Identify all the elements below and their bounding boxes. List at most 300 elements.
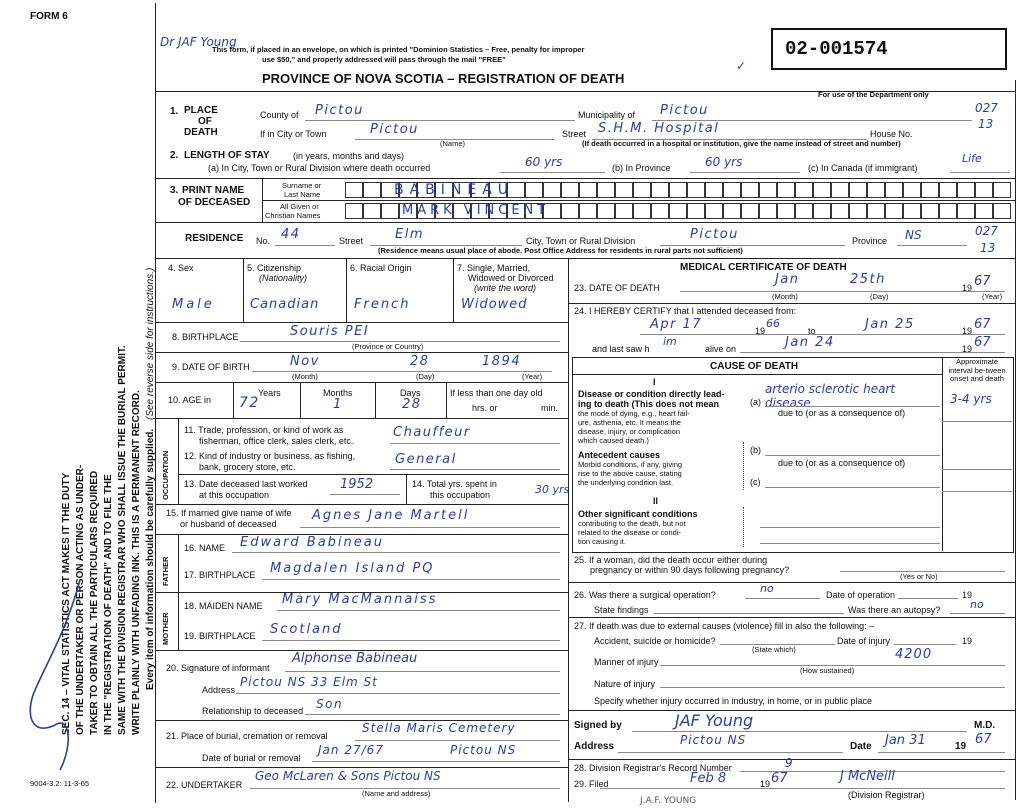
q27-bottom-rule	[568, 710, 1015, 711]
letter-box	[849, 182, 867, 198]
hrs-label: hrs. or	[472, 403, 498, 413]
dod-day: 25th	[850, 272, 886, 287]
citizenship-label-2: (Nationality)	[259, 273, 308, 283]
residence-city-label: City, Town or Rural Division	[526, 236, 636, 246]
disease-label-5: disease, injury, or complication	[578, 427, 680, 436]
interval-a-rule	[942, 421, 1012, 422]
side-instruction-7: (See reverse side for instructions.)	[145, 267, 156, 420]
q28-label: 28. Division Registrar's Record Number	[574, 763, 732, 773]
burial-place-value: Stella Maris Cemetery	[362, 721, 516, 735]
mother-birthplace-value: Scotland	[270, 622, 343, 637]
q29-value: Feb 8	[690, 771, 727, 786]
side-instruction-5: SAME WITH THE DIVISION REGISTRAR WHO SHALL ISSUE THE BURIAL PERMIT.	[117, 345, 128, 735]
residence-city-value: Pictou	[690, 227, 739, 242]
burial-date-value: Jan 27/67	[318, 743, 384, 757]
alive-line	[740, 352, 1005, 353]
undertaker-label: 22. UNDERTAKER	[166, 780, 243, 790]
medical-divider	[568, 258, 569, 802]
informant-sig-line	[285, 671, 560, 672]
occ14-value: 30 yrs	[535, 483, 570, 496]
undertaker-note: (Name and address)	[362, 789, 431, 798]
alive-date: Jan 24	[785, 335, 835, 350]
stay-num: 2.	[170, 150, 179, 161]
place-label-2: OF	[198, 116, 212, 127]
signed-by-value: JAF Young	[675, 711, 754, 730]
name-note: (Name)	[440, 139, 466, 148]
certify-label: 24. I HEREBY CERTIFY that I attended deceased from:	[574, 306, 797, 316]
q29-line	[600, 788, 1005, 789]
certify-to-yr: 67	[974, 317, 991, 332]
marital-label-3: (write the word)	[474, 283, 537, 293]
manner-label: Manner of injury	[594, 657, 659, 667]
occ13-label-1: 13. Date deceased last worked	[184, 479, 308, 489]
q26-bottom-rule	[568, 617, 1015, 618]
relationship-value: Son	[316, 697, 344, 711]
name-mid-rule	[262, 200, 1015, 201]
other-label-2: related to the disease or condi-	[578, 528, 681, 537]
dob-month: Nov	[290, 354, 320, 369]
registrar-signature: J McNeill	[840, 769, 895, 784]
city-value: Pictou	[370, 122, 419, 137]
house-no-label: House No.	[870, 129, 913, 139]
name-top-rule	[155, 178, 1015, 179]
alive-label: and last saw h	[592, 344, 650, 354]
injury-yr-prefix: 19	[962, 636, 973, 646]
dod-year-prefix: 19	[962, 283, 973, 293]
sign-date-yr-prefix: 19	[955, 741, 967, 752]
q29-yr: 67	[771, 771, 788, 786]
occ13-14-div	[406, 474, 407, 504]
racial-origin-value: French	[354, 297, 411, 312]
occ-row-rule	[178, 474, 568, 475]
informant-sig-label: 20. Signature of informant	[166, 663, 270, 673]
disease-label-3: the mode of dying, e.g., heart fail-	[578, 409, 690, 418]
burial-place-label: 21. Place of burial, cremation or removal	[166, 731, 328, 741]
dob-year-note: (Year)	[522, 372, 543, 381]
address-label: Address	[574, 741, 615, 752]
antecedent-label-1: Morbid conditions, if any, giving	[578, 460, 683, 469]
disease-label-2: ing to death (This does not mean	[578, 399, 720, 409]
row8-bottom-rule	[155, 352, 568, 353]
letter-box	[885, 182, 903, 198]
letter-box	[651, 182, 669, 198]
letter-box	[363, 203, 381, 219]
q25-label-1: 25. If a woman, did the death occur either during	[574, 555, 768, 565]
name-label-2: OF DECEASED	[178, 197, 251, 208]
injury-date-label: Date of injury	[837, 636, 891, 646]
sign-date-yr: 67	[975, 732, 992, 747]
letter-box	[777, 182, 795, 198]
injury-date-line	[894, 644, 956, 645]
letter-box	[777, 203, 795, 219]
name-bottom-rule	[155, 222, 1015, 223]
occ13-line	[330, 494, 400, 495]
row4-top-rule	[155, 258, 1015, 259]
spouse-label-2: or husband of deceased	[180, 519, 277, 529]
q26-line	[745, 598, 820, 599]
q25-note: (Yes or No)	[900, 572, 938, 581]
letter-box	[597, 182, 615, 198]
letter-box	[705, 203, 723, 219]
q25-bottom-rule	[568, 582, 1015, 583]
occupation-side-label: OCCUPATION	[161, 450, 170, 500]
registrar-note: (Division Registrar)	[848, 790, 925, 800]
birthplace-value: Souris PEI	[290, 324, 370, 339]
q28-value: 9	[785, 756, 793, 770]
dod-day-note: (Day)	[870, 292, 889, 301]
stay-a-label: (a) In City, Town or Rural Division where death occurred	[208, 163, 431, 173]
alive-yr-prefix: 19	[962, 344, 973, 354]
dod-label: 23. DATE OF DEATH	[574, 283, 660, 293]
age-years-value: 72	[239, 395, 260, 411]
age-label: 10. AGE in	[168, 395, 212, 405]
mother-birthplace-label: 19. BIRTHPLACE	[184, 631, 256, 641]
mother-side-div	[178, 592, 179, 650]
q29-yr-prefix: 19	[760, 779, 771, 789]
occ13-label-2: at this occupation	[199, 490, 270, 500]
mother-maiden-value: Mary MacMannaiss	[282, 592, 438, 607]
residence-note: (Residence means usual place of abode. Post Office Address for residents in rural parts not sufficient)	[378, 246, 743, 255]
certify-to: Jan 25	[865, 317, 915, 332]
informant-address-label: Address	[202, 685, 236, 695]
state-findings-label: State findings	[594, 605, 649, 615]
injury-place-label: Specify whether injury occurred in industry, in home, or in public place	[594, 696, 872, 706]
row10-bottom-rule	[155, 418, 568, 419]
street-label: Street	[562, 129, 587, 139]
state-findings-line	[654, 613, 844, 614]
age-div2	[300, 382, 301, 418]
father-side-div	[178, 534, 179, 592]
letter-box	[579, 182, 597, 198]
citizenship-value: Canadian	[250, 297, 320, 312]
side-instruction-3: TAKER TO OBTAIN ALL THE PARTICULARS REQUIRED	[89, 470, 100, 735]
handwritten-doctor-name: Dr JAF Young	[160, 35, 237, 49]
informant-sig-value: Alphonse Babineau	[292, 651, 418, 666]
dod-year: 67	[974, 274, 991, 289]
medical-title: MEDICAL CERTIFICATE OF DEATH	[680, 262, 847, 273]
spouse-label-1: 15. If married give name of wife	[166, 508, 292, 518]
md-label: M.D.	[974, 720, 996, 731]
antecedent-label-2: rise to the above cause, stating	[578, 469, 682, 478]
letter-box	[867, 182, 885, 198]
relationship-label: Relationship to deceased	[202, 706, 304, 716]
marital-label-1: 7. Single, Married,	[457, 263, 531, 273]
interval-label: Approximate interval be-tween onset and death	[948, 357, 1006, 384]
city-label: If in City or Town	[260, 129, 327, 139]
residence-street-value: Elm	[395, 227, 424, 242]
birthplace-note: (Province or Country)	[352, 342, 424, 351]
certify-to-yr-prefix: 19	[962, 326, 973, 336]
letter-box	[939, 182, 957, 198]
q29-label: 29. Filed	[574, 779, 609, 789]
stay-b-line	[690, 172, 800, 173]
occ11-label-1: 11. Trade, profession, or kind of work as	[184, 425, 344, 435]
row4-div1	[243, 258, 244, 322]
form-number: FORM 6	[30, 11, 68, 22]
letter-box	[957, 203, 975, 219]
letter-box	[867, 203, 885, 219]
cause-a-mark: (a)	[750, 397, 761, 407]
side-instruction-6: WRITE PLAINLY WITH UNFADING INK. THIS IS A PERMANENT RECORD.	[131, 390, 142, 735]
citizenship-label-1: 5. Citizenship	[247, 263, 302, 273]
residence-no-line	[275, 245, 335, 246]
letter-box	[975, 203, 993, 219]
letter-box	[723, 182, 741, 198]
q26-yr-prefix: 19	[962, 590, 973, 600]
letter-box	[615, 182, 633, 198]
marital-value: Widowed	[461, 297, 528, 312]
letter-box	[813, 203, 831, 219]
father-name-label: 16. NAME	[184, 543, 226, 553]
margin-pen-stroke	[25, 575, 95, 785]
dob-day-note: (Day)	[416, 372, 435, 381]
residence-province-line	[897, 245, 967, 246]
letter-box	[633, 203, 651, 219]
stay-b-value: 60 yrs	[705, 155, 743, 169]
name-num: 3.	[170, 185, 179, 196]
stay-label: LENGTH OF STAY	[184, 150, 270, 161]
other-label-1: contributing to the death, but not	[578, 519, 686, 528]
autopsy-value: no	[970, 598, 984, 611]
birthplace-label: 8. BIRTHPLACE	[172, 332, 239, 342]
other-label-3: tion causing it.	[578, 537, 626, 546]
dod-year-note: (Year)	[982, 292, 1003, 301]
father-name-line	[232, 552, 560, 553]
form-footer-code: 9004-3.2: 11-3-65	[30, 779, 90, 788]
letter-box	[561, 182, 579, 198]
letter-box	[849, 203, 867, 219]
letter-box	[669, 182, 687, 198]
county-value: Pictou	[315, 103, 364, 118]
cause-c-line	[765, 487, 940, 488]
municipality-label: Municipality of	[578, 110, 636, 120]
interval-c-rule	[942, 491, 1012, 492]
occ12-value: General	[395, 452, 457, 467]
residence-province-value: NS	[905, 228, 922, 242]
antecedent-bracket	[743, 442, 744, 490]
address-line	[618, 752, 843, 753]
residence-code-2: 13	[980, 241, 996, 255]
other-line-2	[760, 543, 940, 544]
occupation-side-div	[178, 418, 179, 504]
spouse-value: Agnes Jane Martell	[312, 508, 470, 523]
row4-div3	[453, 258, 454, 322]
letter-box	[741, 203, 759, 219]
dob-year: 1894	[482, 354, 522, 369]
letter-box	[813, 182, 831, 198]
age-div3	[375, 382, 376, 418]
place-code-1: 027	[975, 101, 998, 115]
disease-label-6: which caused death.)	[578, 436, 649, 445]
place-of-death-num: 1.	[170, 106, 179, 117]
letter-box	[993, 182, 1011, 198]
residence-street-label: Street	[339, 236, 364, 246]
certify-from-yr-prefix: 19	[755, 326, 766, 336]
other-line-1	[760, 527, 940, 528]
letter-box	[723, 203, 741, 219]
residence-no-value: 44	[281, 227, 301, 242]
pen-mark: ✓	[736, 59, 747, 73]
occ11-value: Chauffeur	[393, 425, 471, 440]
stay-b-label: (b) In Province	[612, 163, 671, 173]
dod-month-note: (Month)	[772, 292, 798, 301]
accident-label: Accident, suicide or homicide?	[594, 636, 716, 646]
q25-label-2: pregnancy or within 90 days following pregnancy?	[590, 565, 790, 575]
cause-a-value: arterio sclerotic heart disease	[765, 382, 896, 410]
age-div4	[446, 382, 447, 418]
place-code-2: 13	[978, 117, 994, 131]
letter-box	[633, 182, 651, 198]
row4-div2	[346, 258, 347, 322]
mother-maiden-label: 18. MAIDEN NAME	[184, 601, 263, 611]
stay-c-line	[950, 172, 1010, 173]
other-title: Other significant conditions	[578, 509, 698, 519]
autopsy-label: Was there an autopsy?	[848, 605, 941, 615]
due-to-2: due to (or as a consequence of)	[778, 458, 906, 468]
burial-bottom-rule	[155, 767, 568, 768]
cause-c-mark: (c)	[750, 477, 761, 487]
stay-a-value: 60 yrs	[525, 155, 563, 169]
alive-pronoun: im	[663, 335, 677, 348]
form-title: PROVINCE OF NOVA SCOTIA – REGISTRATION OF DEATH	[262, 71, 625, 86]
mother-birthplace-line	[262, 640, 560, 641]
department-use-label: For use of the Department only	[818, 90, 929, 99]
age-div1	[233, 382, 234, 418]
less-than-day-label: If less than one day old	[450, 388, 543, 398]
relationship-line	[305, 714, 560, 715]
dob-label: 9. DATE OF BIRTH	[172, 362, 250, 372]
given-label-1: All Given or	[280, 202, 319, 211]
given-names-value: MARK VINCENT	[402, 203, 550, 218]
father-birthplace-line	[262, 579, 560, 580]
stay-a-line	[500, 172, 605, 173]
letter-box	[579, 203, 597, 219]
row4-bottom-rule	[155, 322, 568, 323]
q26-value: no	[760, 582, 774, 595]
cause-b-line	[765, 455, 940, 456]
letter-box	[669, 203, 687, 219]
occ14-label-1: 14. Total yrs. spent in	[412, 479, 497, 489]
alive-yr: 67	[974, 335, 991, 350]
county-label: County of	[260, 110, 299, 120]
surname-value: BABINEAU	[394, 182, 515, 198]
father-birthplace-label: 17. BIRTHPLACE	[184, 570, 256, 580]
letter-box	[795, 182, 813, 198]
cause-roman-2: II	[653, 496, 659, 506]
hospital-note: (If death occurred in a hospital or institution, give the name instead of street and number)	[582, 139, 901, 148]
residence-label: RESIDENCE	[185, 233, 244, 244]
bottom-stamp: J.A.F. YOUNG	[640, 796, 697, 806]
sign-date-label: Date	[850, 741, 872, 752]
sex-value: Male	[172, 297, 215, 312]
days-label: Days	[400, 388, 421, 398]
letter-box	[345, 182, 363, 198]
interval-col-div	[942, 357, 943, 551]
residence-code-1: 027	[975, 224, 998, 238]
letter-box	[597, 203, 615, 219]
cause-roman-1: I	[653, 377, 656, 387]
q26-date-line	[898, 598, 958, 599]
q27-label: 27. If death was due to external causes (violence) fill in also the following: –	[574, 621, 875, 631]
q26-label: 26. Was there a surgical operation?	[574, 590, 716, 600]
letter-box	[687, 182, 705, 198]
interval-a-value: 3-4 yrs	[950, 392, 992, 406]
county-line	[305, 120, 575, 121]
dob-month-note: (Month)	[292, 372, 318, 381]
letter-box	[363, 182, 381, 198]
certify-to-label: to	[808, 326, 816, 336]
manner-note: (How sustained)	[800, 666, 855, 675]
cause-title-rule	[572, 374, 942, 375]
father-birthplace-value: Magdalen Island PQ	[270, 561, 435, 576]
surname-label-2: Last Name	[284, 190, 321, 199]
burial-date-line	[312, 761, 560, 762]
street-value: S.H.M. Hospital	[598, 121, 720, 136]
letter-box	[831, 182, 849, 198]
mother-side-label: MOTHER	[161, 612, 170, 645]
registration-number: 02-001574	[785, 38, 888, 60]
mail-note-line2: use $50," and properly addressed will pass through the mail "FREE"	[262, 55, 506, 64]
dod-line	[680, 291, 1005, 292]
occ12-label-2: bank, grocery store, etc.	[199, 462, 296, 472]
antecedent-label-3: the underlying condition last.	[578, 478, 674, 487]
name-label-1: PRINT NAME	[182, 185, 245, 196]
letter-box	[759, 182, 777, 198]
certify-from: Apr 17	[650, 317, 703, 332]
letter-box	[543, 182, 561, 198]
letter-box	[759, 203, 777, 219]
q26-date-label: Date of operation	[826, 590, 896, 600]
months-label: Months	[323, 388, 353, 398]
stay-note: (in years, months and days)	[293, 151, 405, 161]
min-label: min.	[541, 403, 559, 413]
address-value: Pictou NS	[680, 733, 747, 747]
informant-address-value: Pictou NS 33 Elm St	[240, 675, 378, 689]
accident-note: (State which)	[752, 645, 796, 654]
letter-box	[975, 182, 993, 198]
cause-b-mark: (b)	[750, 445, 761, 455]
row9-bottom-rule	[155, 382, 568, 383]
sign-date-line	[878, 752, 1005, 753]
stay-c-value: Life	[962, 152, 982, 165]
letter-box	[957, 182, 975, 198]
letter-box	[345, 203, 363, 219]
signed-by-line	[632, 731, 967, 732]
cause-title: CAUSE OF DEATH	[710, 361, 799, 372]
side-instruction-8: Every item of information should be carefully supplied.	[145, 428, 156, 690]
place-label-1: PLACE	[184, 105, 218, 116]
burial-date-place: Pictou NS	[450, 743, 517, 757]
sign-date-value: Jan 31	[885, 733, 926, 748]
occ13-value: 1952	[340, 477, 374, 492]
occ12-line	[390, 469, 560, 470]
disease-label-4: ure, asthenia, etc. It means the	[578, 418, 681, 427]
municipality-value: Pictou	[660, 103, 709, 118]
side-instruction-2: OF THE UNDERTAKER OR PERSON ACTING AS UNDER-	[75, 464, 86, 735]
signed-by-label: Signed by	[574, 720, 622, 731]
letter-box	[741, 182, 759, 198]
letter-box	[687, 203, 705, 219]
years-label: Years	[258, 388, 281, 398]
letter-box	[831, 203, 849, 219]
antecedent-title: Antecedent causes	[578, 450, 661, 460]
marital-label-2: Widowed or Divorced	[468, 273, 554, 283]
letter-box	[615, 203, 633, 219]
letter-box	[705, 182, 723, 198]
side-instruction-1: SEC. 14 – VITAL STATISTICS ACT MAKES IT THE DUTY	[61, 472, 72, 735]
sex-label: 4. Sex	[168, 263, 194, 273]
letter-box	[921, 203, 939, 219]
